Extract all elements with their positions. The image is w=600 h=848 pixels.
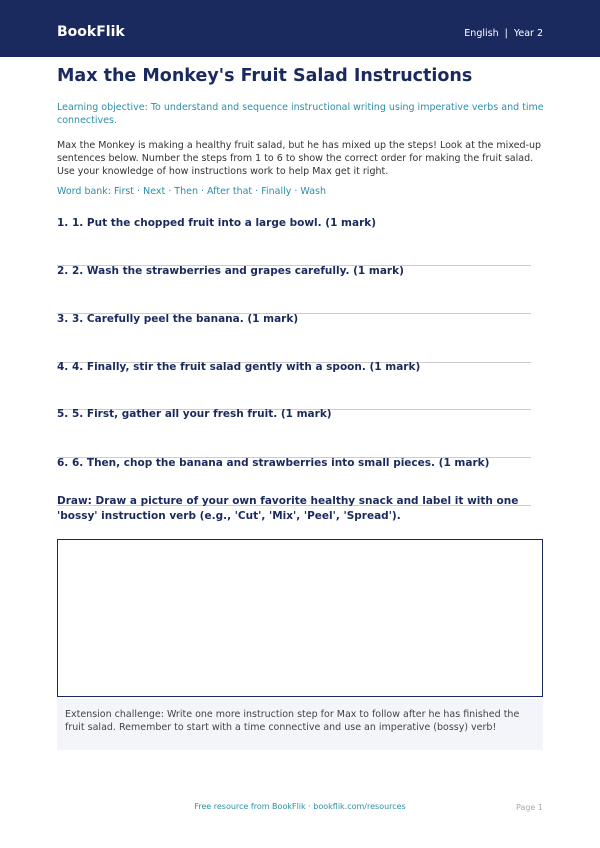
question-1: 1. 1. Put the chopped fruit into a large bowl. (1 mark) [57, 217, 377, 229]
brand-logo-text[interactable]: BookFlik [57, 24, 125, 40]
question-5: 5. 5. First, gather all your fresh fruit. (1 mark) [57, 408, 332, 420]
footer-link[interactable]: Free resource from BookFlik · bookflik.com/resources [194, 802, 406, 811]
question-3: 3. 3. Carefully peel the banana. (1 mark) [57, 313, 299, 325]
subject-label: English [464, 28, 499, 39]
header-bar [0, 0, 600, 57]
intro-paragraph: Max the Monkey is making a healthy fruit salad, but he has mixed up the steps! Look at the mixed-up sentences below. Number the steps from 1 to 6 to show the correct order for making the fruit salad. Use your knowledge of how instructions work to help Max get it right. [57, 140, 542, 177]
meta-separator: | [504, 28, 508, 39]
extension-challenge-text: Extension challenge: Write one more instruction step for Max to follow after he has finished the fruit salad. Remember to start with a time connective and use an imperative (bossy) verb! [65, 709, 520, 733]
drawing-box[interactable] [57, 539, 543, 697]
extension-challenge-box [57, 699, 543, 750]
learning-objective: Learning objective: To understand and sequence instructional writing using imperative verbs and time connectives. [57, 102, 544, 126]
question-4: 4. 4. Finally, stir the fruit salad gently with a spoon. (1 mark) [57, 361, 421, 373]
page-title: Max the Monkey's Fruit Salad Instructions [57, 66, 473, 86]
page-number: Page 1 [516, 803, 543, 812]
word-bank: Word bank: First · Next · Then · After that · Finally · Wash [57, 186, 327, 197]
question-2: 2. 2. Wash the strawberries and grapes carefully. (1 mark) [57, 265, 404, 277]
year-label: Year 2 [513, 28, 543, 39]
draw-prompt: Draw: Draw a picture of your own favorite healthy snack and label it with one 'bossy' instruction verb (e.g., 'Cut', 'Mix', 'Peel', 'Spread'). [57, 495, 519, 522]
subject-year-meta [464, 28, 543, 39]
question-6: 6. 6. Then, chop the banana and strawberries into small pieces. (1 mark) [57, 457, 490, 469]
